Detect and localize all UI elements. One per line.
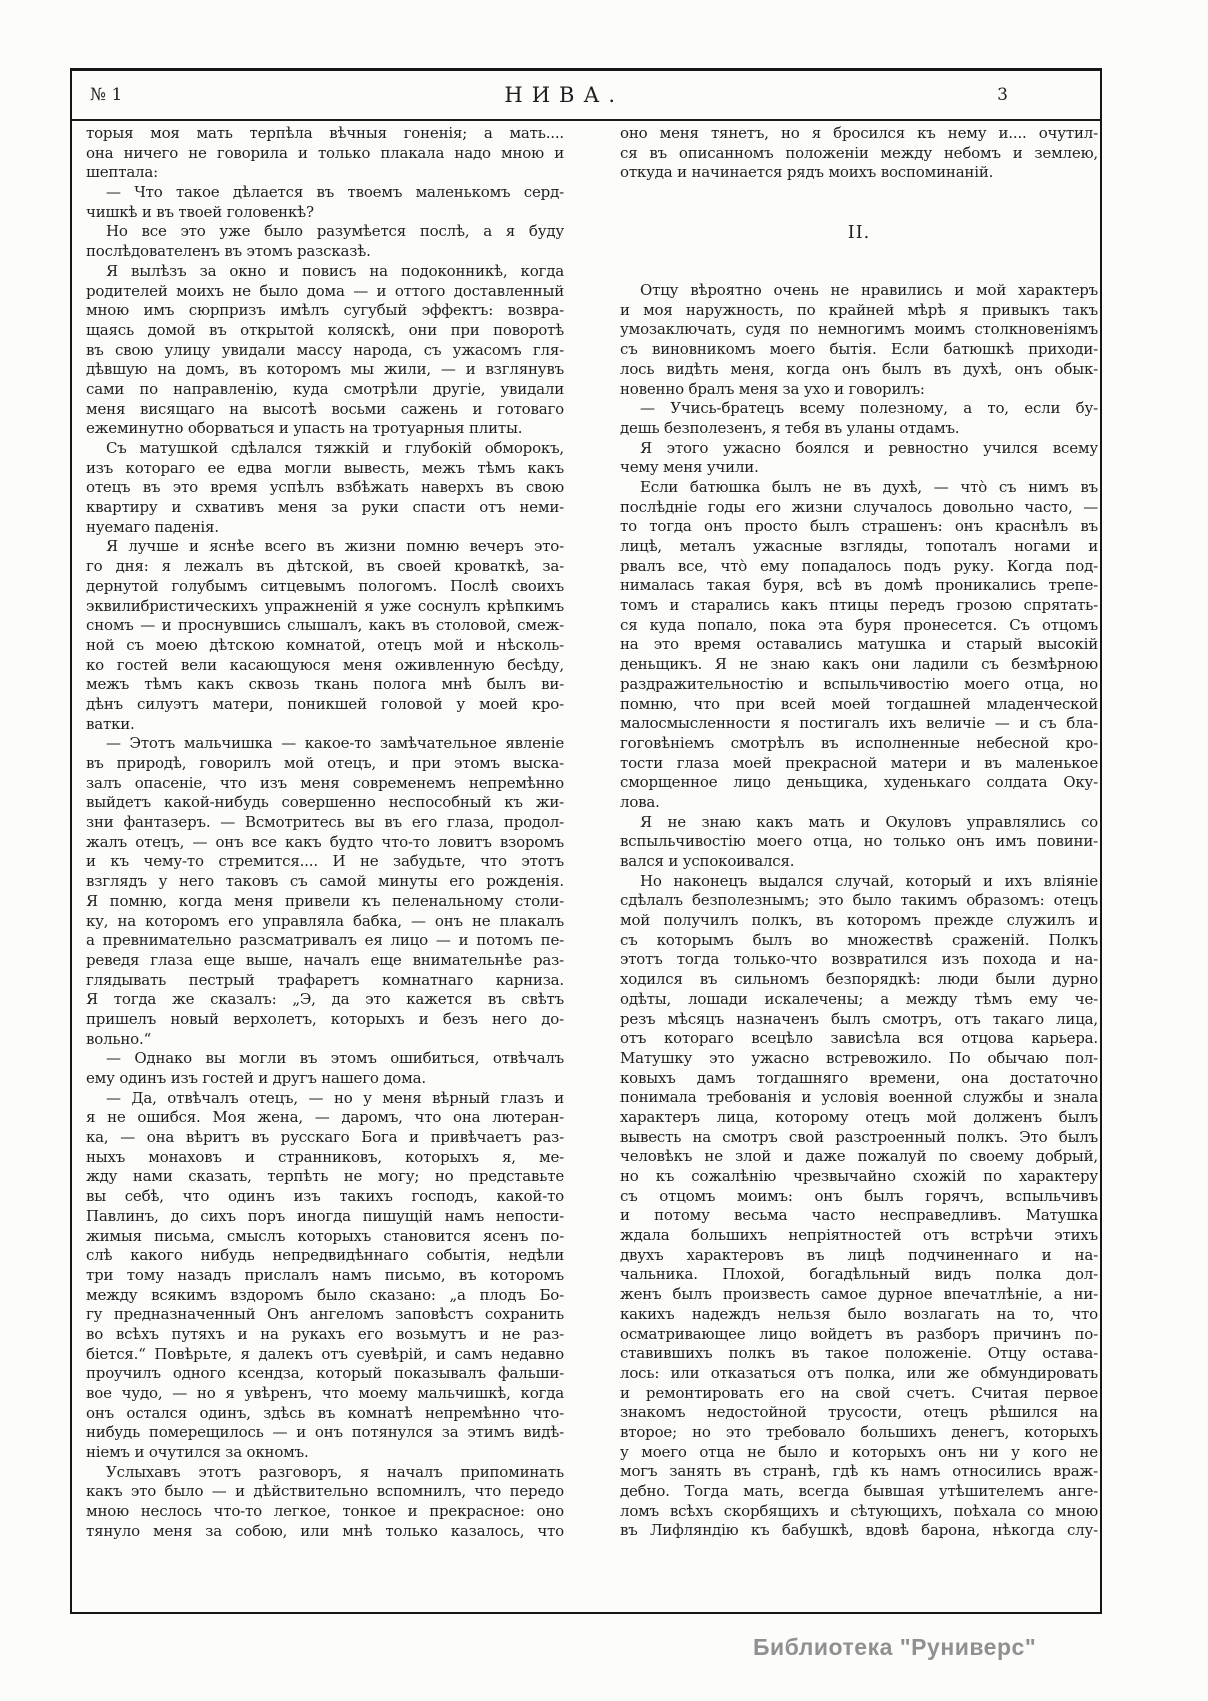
text-line: у моего отца не было и которыхъ онъ ни у кого не bbox=[620, 1442, 1098, 1461]
text-line: чишкѣ и въ твоей головенкѣ? bbox=[86, 202, 314, 221]
text-line: Я лучше и яснѣе всего въ жизни помню вечеръ это- bbox=[106, 537, 564, 556]
text-line: вспыльчивостію моего отца, но только онъ имъ повини- bbox=[620, 832, 1098, 851]
text-line: шептала: bbox=[86, 163, 158, 182]
text-line: — Да, отвѣчалъ отецъ, — но у меня вѣрный глазъ и bbox=[106, 1088, 564, 1107]
text-line: раздражительностію и вспыльчивостію моего отца, но bbox=[620, 674, 1098, 693]
text-line: ка, — она вѣритъ въ русскаго Бога и привѣчаетъ раз- bbox=[86, 1128, 564, 1147]
library-watermark: Библиотека "Руниверс" bbox=[753, 1634, 1037, 1660]
text-line: Я не знаю какъ мать и Окуловъ управлялись со bbox=[640, 812, 1098, 831]
text-line: и къ чему-то стремится.... И не забудьте, что этотъ bbox=[86, 852, 564, 871]
text-line: лова. bbox=[620, 792, 660, 811]
text-line: ся въ описанномъ положеніи между небомъ и землею, bbox=[620, 143, 1098, 162]
text-line: сами по направленію, куда смотрѣли другіе, увидали bbox=[86, 379, 564, 398]
text-line: нималась такая буря, всѣ въ домѣ проникались трепе- bbox=[620, 576, 1098, 595]
text-line: мною неслось что-то легкое, тонкое и прекрасное: оно bbox=[86, 1502, 564, 1521]
text-line: гоговѣніемъ смотрѣлъ въ исполненные небесной кро- bbox=[620, 733, 1098, 752]
text-line: щаясь домой въ открытой коляскѣ, они при поворотѣ bbox=[86, 320, 564, 339]
text-line: знакомъ недостойной трусости, отецъ рѣшился на bbox=[620, 1403, 1098, 1422]
text-line: она ничего не говорила и только плакала надо мною и bbox=[86, 143, 564, 162]
text-line: біется.“ Повѣрьте, я далекъ отъ суевѣрій, и самъ недавно bbox=[86, 1344, 564, 1363]
text-line: нибудь померещилось — и онъ потянулся за этимъ видѣ- bbox=[86, 1423, 564, 1442]
text-line: меня висящаго на высотѣ восьми сажень и готоваго bbox=[86, 399, 564, 418]
text-line: — Учись-братецъ всему полезному, а то, если бу- bbox=[640, 399, 1098, 418]
text-line: Но наконецъ выдался случай, который и ихъ вліяніе bbox=[640, 871, 1098, 890]
text-line: ватки. bbox=[86, 714, 135, 733]
text-line: го дня: я лежалъ въ дѣтской, въ своей кроваткѣ, за- bbox=[86, 557, 564, 576]
text-line: ежеминутно оборваться и упасть на тротуарныя плиты. bbox=[86, 419, 523, 438]
text-line: и моя наружность, по крайней мѣрѣ я привыкъ такъ bbox=[620, 300, 1098, 319]
page-header bbox=[72, 71, 1100, 121]
text-line: но къ сожалѣнію чрезвычайно схожій по характеру bbox=[620, 1167, 1098, 1185]
text-line: ставившихъ полкъ въ такое положеніе. Отцу остава- bbox=[620, 1344, 1098, 1363]
text-line: жду нами сказать, терпѣть не могу; но представьте bbox=[86, 1167, 564, 1186]
text-line: Но все это уже было разумѣется послѣ, а я буду bbox=[106, 222, 564, 241]
text-line: ковыхъ дамъ тогдашняго времени, она достаточно bbox=[620, 1068, 1098, 1087]
text-line: вы себѣ, что одинъ изъ такихъ господъ, какой-то bbox=[86, 1187, 564, 1206]
text-line: сномъ — и проснувшись слышалъ, какъ въ столовой, смеж- bbox=[86, 616, 564, 635]
issue-number: № 1 bbox=[90, 85, 123, 105]
page-number: 3 bbox=[997, 85, 1008, 105]
text-line: послѣдователенъ въ этомъ разсказѣ. bbox=[86, 242, 371, 261]
text-line: помню, что при всей моей тогдашней младенческой bbox=[620, 694, 1098, 713]
text-line: человѣкъ не злой и даже пожалуй по своему добрый, bbox=[620, 1147, 1098, 1166]
section-heading: II. bbox=[847, 223, 871, 244]
text-line: сдѣлалъ безполезнымъ; это было такимъ образомъ: отецъ bbox=[620, 891, 1098, 910]
text-line: Отцу вѣроятно очень не нравились и мой характеръ bbox=[640, 281, 1098, 300]
text-line: Павлинъ, до сихъ поръ иногда пишущій намъ непости- bbox=[86, 1206, 564, 1225]
text-line: могъ занять въ странѣ, гдѣ къ намъ относились враж- bbox=[620, 1462, 1098, 1481]
text-line: второе; но это требовало большихъ денегъ, которыхъ bbox=[620, 1422, 1098, 1441]
text-line: въ Лифляндію къ бабушкѣ, вдовѣ барона, нѣкогда слу- bbox=[620, 1521, 1098, 1540]
text-line: чему меня учили. bbox=[620, 458, 759, 477]
text-line: оно меня тянетъ, но я бросился къ нему и.... очутил- bbox=[620, 124, 1098, 142]
text-line: слѣ какого нибудь непредвидѣннаго событія, недѣли bbox=[86, 1246, 564, 1265]
text-line: пришелъ новый верхолетъ, которыхъ и безъ него до- bbox=[86, 1009, 564, 1028]
text-line: сморщенное лицо деньщика, худенькаго солдата Оку- bbox=[620, 773, 1098, 792]
text-line: зни фантазеръ. — Всмотритесь вы въ его глаза, продол- bbox=[86, 813, 564, 832]
text-line: эквилибристическихъ упражненій я уже соснулъ крѣпкимъ bbox=[86, 596, 564, 615]
text-line: рвалъ все, что̀ ему попадалось подъ руку. Когда под- bbox=[620, 556, 1098, 575]
text-line: съ отцомъ моимъ: онъ былъ горячъ, вспыльчивъ bbox=[620, 1186, 1098, 1205]
text-line: умозаключать, судя по немногимъ моимъ столкновеніямъ bbox=[620, 320, 1098, 339]
text-line: на это время оставались матушка и старый высокій bbox=[620, 635, 1098, 654]
text-line: квартиру и схвативъ меня за руки спасти отъ неми- bbox=[86, 498, 564, 517]
text-line: лось: или отказаться отъ полка, или же обмундировать bbox=[620, 1363, 1098, 1382]
text-line: ся куда попало, пока эта буря пронесется. Съ отцомъ bbox=[620, 615, 1098, 634]
text-line: — Этотъ мальчишка — какое-то замѣчательное явленіе bbox=[106, 734, 564, 753]
text-line: малосмысленности я постигалъ ихъ величіе — и съ бла- bbox=[620, 714, 1098, 733]
text-line: мой получилъ полкъ, въ которомъ прежде служилъ и bbox=[620, 911, 1098, 930]
text-line: а превнимательно разсматривалъ ея лицо — и потомъ пе- bbox=[86, 931, 564, 950]
text-line: залъ опасеніе, что изъ меня современемъ непремѣнно bbox=[86, 773, 564, 792]
text-line: три тому назадъ прислалъ намъ письмо, въ которомъ bbox=[86, 1265, 564, 1284]
text-line: тости глаза моей прекрасной матери и въ маленькое bbox=[620, 753, 1098, 772]
text-line: лицѣ, металъ ужасные взгляды, топоталъ ногами и bbox=[620, 537, 1098, 555]
text-line: Я тогда же сказалъ: „Э, да это кажется въ свѣтъ bbox=[86, 990, 564, 1009]
text-line: — Однако вы могли въ этомъ ошибиться, отвѣчалъ bbox=[106, 1049, 564, 1068]
text-line: дернутой голубымъ ситцевымъ пологомъ. Послѣ своихъ bbox=[86, 576, 564, 595]
text-line: жимыя письма, смыслъ которыхъ становится ясенъ по- bbox=[86, 1226, 564, 1245]
text-line: дѣвшую на домъ, въ которомъ мы жили, — и взглянувъ bbox=[86, 360, 564, 379]
text-line: вывесть на смотръ свой разстроенный полкъ. Это былъ bbox=[620, 1127, 1098, 1146]
text-line: двухъ характеровъ въ лицѣ подчиненнаго и на- bbox=[620, 1245, 1098, 1264]
text-line: гу предназначенный Онъ ангеломъ заповѣстъ сохранить bbox=[86, 1305, 564, 1324]
text-line: Я помню, когда меня привели къ пеленальному столи- bbox=[86, 891, 564, 910]
text-line: реведя глаза еще выше, началъ еще внимательнѣе раз- bbox=[86, 950, 564, 969]
text-line: межъ тѣмъ какъ сквозь ткань полога мнѣ былъ ви- bbox=[86, 675, 564, 694]
text-line: въ природѣ, говорилъ мой отецъ, и при этомъ выска- bbox=[86, 754, 564, 772]
magazine-title: НИВА. bbox=[504, 83, 625, 107]
text-line: лось видѣть меня, когда онъ былъ въ духѣ, онъ обык- bbox=[620, 359, 1098, 378]
text-line: я не ошибся. Моя жена, — даромъ, что она лютеран- bbox=[86, 1108, 564, 1127]
text-line: Я вылѣзъ за окно и повисъ на подоконникѣ, когда bbox=[106, 261, 564, 280]
text-line: какъ это было — и дѣйствительно вспомнилъ, что передо bbox=[86, 1482, 564, 1501]
text-line: Съ матушкой сдѣлался тяжкій и глубокій обморокъ, bbox=[106, 439, 564, 457]
text-line: осматривающее лицо войдетъ въ разборъ причинъ по- bbox=[620, 1324, 1098, 1343]
text-line: откуда и начинается рядъ моихъ воспоминаній. bbox=[620, 163, 994, 182]
text-line: вольно.“ bbox=[86, 1029, 152, 1048]
text-line: чальника. Плохой, богадѣльный видъ полка дол- bbox=[620, 1265, 1098, 1284]
text-line: взглядъ у него таковъ съ самой минуты его рожденія. bbox=[86, 872, 564, 891]
text-line: Услыхавъ этотъ разговоръ, я началъ припоминать bbox=[106, 1462, 564, 1481]
text-line: дебно. Тогда мать, всегда бывшая утѣшителемъ анге- bbox=[620, 1482, 1098, 1500]
text-line: и потому весьма часто несправедливъ. Матушка bbox=[620, 1206, 1098, 1225]
text-line: съ которымъ былъ во множествѣ сраженій. Полкъ bbox=[620, 930, 1098, 949]
text-line: и ремонтировать его на свой счетъ. Считая первое bbox=[620, 1383, 1098, 1402]
text-line: женъ былъ произвесть самое дурное впечатлѣніе, а ни- bbox=[620, 1285, 1098, 1304]
text-line: этотъ тогда только-что возвратился изъ похода и на- bbox=[620, 950, 1098, 969]
text-line: ждала большихъ непріятностей отъ встрѣчи этихъ bbox=[620, 1226, 1098, 1245]
text-line: ніемъ и очутился за окномъ. bbox=[86, 1443, 309, 1462]
text-line: въ свою улицу увидали массу народа, съ ужасомъ гля- bbox=[86, 340, 564, 359]
text-line: торыя моя мать терпѣла вѣчныя гоненія; а мать.... bbox=[86, 124, 564, 142]
text-line: ку, на которомъ его управляла бабка, — онъ не плакалъ bbox=[86, 911, 564, 930]
text-line: жалъ отецъ, — онъ все какъ будто что-то ловитъ взоромъ bbox=[86, 832, 564, 851]
text-line: понимала требованія и условія военной службы и знала bbox=[620, 1088, 1098, 1107]
text-line: какихъ надеждъ нельзя было возлагать на то, что bbox=[620, 1304, 1098, 1323]
text-line: мною имъ сюрпризъ имѣлъ сугубый эффектъ: возвра- bbox=[86, 301, 564, 320]
text-line: Если батюшка былъ не въ духѣ, — что̀ съ нимъ въ bbox=[640, 477, 1098, 496]
text-line: глядывать пестрый трафаретъ комнатнаго карниза. bbox=[86, 970, 564, 989]
text-line: родителей моихъ не было дома — и оттого доставленный bbox=[86, 281, 564, 300]
page-frame bbox=[70, 68, 1102, 1614]
text-line: то тогда онъ просто былъ страшенъ: онъ краснѣлъ въ bbox=[620, 517, 1098, 536]
text-line: резъ мѣсяцъ назначенъ былъ смотръ, отъ такаго лица, bbox=[620, 1009, 1098, 1028]
text-line: отъ котораго всецѣло зависѣла вся отцова карьера. bbox=[620, 1029, 1098, 1048]
left-column bbox=[86, 124, 564, 1542]
text-line: отецъ въ это время успѣлъ взбѣжать наверхъ въ свою bbox=[86, 478, 564, 497]
text-line: ко гостей вели касающуюся меня оживленную бесѣду, bbox=[86, 655, 564, 674]
text-line: ныхъ монаховъ и странниковъ, которыхъ я, ме- bbox=[86, 1147, 564, 1166]
text-line: выйдетъ какой-нибудь совершенно неспособный къ жи- bbox=[86, 793, 564, 812]
text-line: ему одинъ изъ гостей и другъ нашего дома. bbox=[86, 1069, 426, 1087]
text-line: деньщикъ. Я не знаю какъ они ладили съ безмѣрною bbox=[620, 655, 1098, 674]
text-line: характеръ лица, которому отецъ мой долженъ былъ bbox=[620, 1107, 1098, 1126]
text-line: проучилъ одного ксендза, который показывалъ фальши- bbox=[86, 1364, 564, 1383]
text-line: Матушку это ужасно встревожило. По обычаю пол- bbox=[620, 1048, 1098, 1067]
text-line: ной съ моею дѣтскою комнатой, отецъ мой и нѣсколь- bbox=[86, 635, 564, 654]
text-line: Я этого ужасно боялся и ревностно учился всему bbox=[640, 438, 1098, 457]
text-line: во всѣхъ путяхъ и на рукахъ его возьмутъ и не раз- bbox=[86, 1324, 564, 1343]
text-line: ходился въ сильномъ безпорядкѣ: люди были дурно bbox=[620, 970, 1098, 989]
text-columns bbox=[72, 121, 1100, 1542]
text-line: дѣнъ силуэтъ матери, поникшей головой у моей кро- bbox=[86, 694, 564, 713]
text-line: съ виновникомъ моего бытія. Если батюшкѣ приходи- bbox=[620, 340, 1098, 359]
text-line: вался и успокоивался. bbox=[620, 852, 795, 870]
text-line: нуемаго паденія. bbox=[86, 517, 219, 536]
right-column bbox=[620, 124, 1098, 1542]
text-line: тянуло меня за собою, или мнѣ только казалось, что bbox=[86, 1521, 564, 1540]
text-line: ломъ всѣхъ скорбящихъ и сѣтующихъ, поѣхала со мною bbox=[620, 1501, 1098, 1520]
text-line: — Что такое дѣлается въ твоемъ маленькомъ серд- bbox=[106, 183, 564, 202]
text-line: одѣты, лошади искалечены; а между тѣмъ ему че- bbox=[620, 989, 1098, 1008]
text-line: томъ и старались какъ птицы передъ грозою спрятать- bbox=[620, 596, 1098, 615]
text-line: между всякимъ вздоромъ было сказано: „а плодъ Бо- bbox=[86, 1285, 564, 1304]
text-line: новенно бралъ меня за ухо и говорилъ: bbox=[620, 379, 925, 398]
text-line: онъ остался одинъ, здѣсь въ комнатѣ непремѣнно что- bbox=[86, 1403, 564, 1422]
text-line: дешь безполезенъ, я тебя въ уланы отдамъ. bbox=[620, 418, 960, 437]
text-line: изъ котораго ее едва могли вывесть, межъ тѣмъ какъ bbox=[86, 458, 564, 477]
text-line: вое чудо, — но я увѣренъ, что моему мальчишкѣ, когда bbox=[86, 1384, 564, 1402]
text-line: послѣдніе годы его жизни случалось довольно часто, — bbox=[620, 497, 1098, 516]
